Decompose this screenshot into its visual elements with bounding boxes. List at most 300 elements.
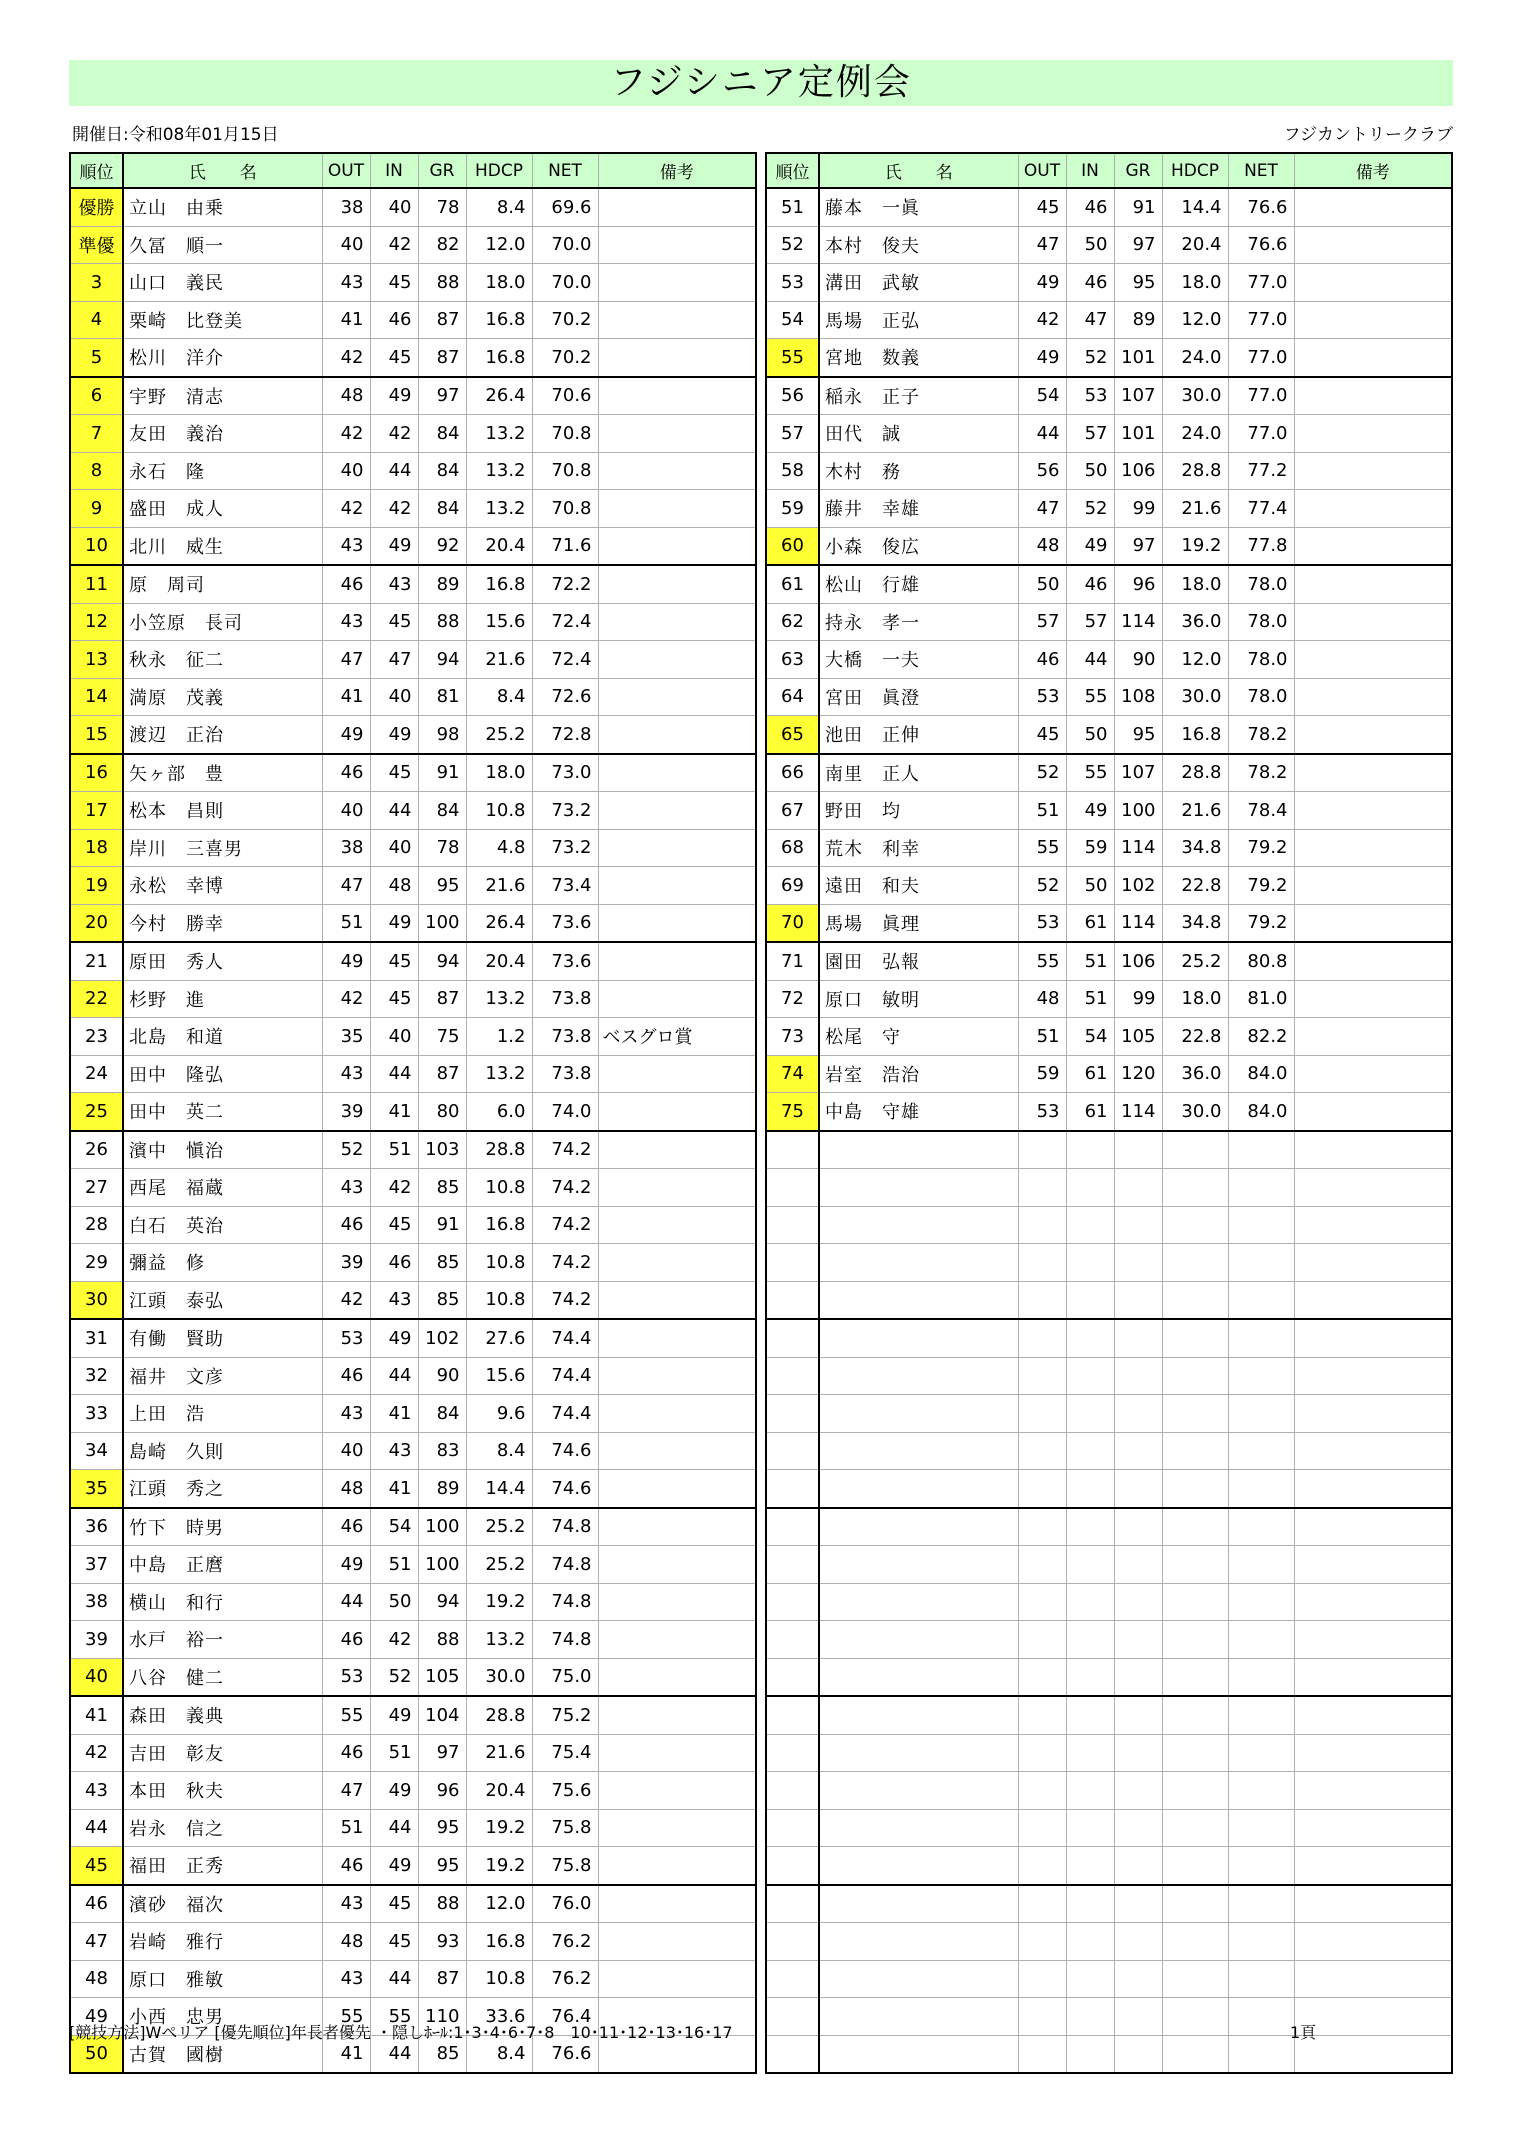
cell-rank: 74 xyxy=(766,1055,819,1093)
cell-name xyxy=(819,1923,1018,1961)
cell-out: 46 xyxy=(322,1357,370,1395)
cell-name: 本田 秋夫 xyxy=(123,1772,322,1810)
cell-name: 大橋 一夫 xyxy=(819,641,1018,679)
empty-row xyxy=(766,1357,1452,1395)
table-row xyxy=(70,415,756,453)
cell-name: 遠田 和夫 xyxy=(819,867,1018,905)
cell-in: 49 xyxy=(370,377,418,415)
cell-out xyxy=(1018,1357,1066,1395)
cell-hdcp xyxy=(1162,1696,1228,1734)
cell-out: 43 xyxy=(322,1395,370,1433)
cell-hdcp: 19.2 xyxy=(466,1809,532,1847)
cell-hdcp: 16.8 xyxy=(1162,716,1228,754)
cell-out: 53 xyxy=(1018,678,1066,716)
cell-rank: 70 xyxy=(766,904,819,942)
cell-out: 47 xyxy=(322,867,370,905)
cell-in xyxy=(1066,1169,1114,1207)
table-row xyxy=(70,1508,756,1546)
cell-net xyxy=(1228,1508,1294,1546)
cell-hdcp: 28.8 xyxy=(466,1131,532,1169)
cell-name: 福田 正秀 xyxy=(123,1847,322,1885)
cell-out: 53 xyxy=(322,1319,370,1357)
cell-net: 78.0 xyxy=(1228,678,1294,716)
cell-out xyxy=(1018,1998,1066,2036)
cell-gr: 114 xyxy=(1114,1093,1162,1131)
cell-rank: 19 xyxy=(70,867,123,905)
cell-note xyxy=(1294,1546,1452,1584)
cell-out xyxy=(1018,1734,1066,1772)
cell-note xyxy=(1294,1696,1452,1734)
cell-out: 41 xyxy=(322,301,370,339)
cell-out: 48 xyxy=(322,1470,370,1508)
cell-hdcp xyxy=(1162,1244,1228,1282)
cell-out: 43 xyxy=(322,1169,370,1207)
cell-note xyxy=(598,264,756,302)
cell-out xyxy=(1018,1508,1066,1546)
cell-note xyxy=(598,1696,756,1734)
cell-rank: 18 xyxy=(70,829,123,867)
cell-gr: 95 xyxy=(418,1809,466,1847)
cell-out: 50 xyxy=(1018,565,1066,603)
table-row xyxy=(70,188,756,226)
cell-hdcp xyxy=(1162,1169,1228,1207)
cell-in: 44 xyxy=(370,2035,418,2073)
cell-hdcp: 24.0 xyxy=(1162,415,1228,453)
cell-rank xyxy=(766,1319,819,1357)
cell-note xyxy=(598,1395,756,1433)
cell-name: 南里 正人 xyxy=(819,754,1018,792)
cell-name: 持永 孝一 xyxy=(819,603,1018,641)
cell-gr: 106 xyxy=(1114,452,1162,490)
table-row xyxy=(70,1357,756,1395)
cell-rank: 26 xyxy=(70,1131,123,1169)
cell-note xyxy=(598,678,756,716)
cell-name: 矢ヶ部 豊 xyxy=(123,754,322,792)
table-row xyxy=(70,641,756,679)
empty-row xyxy=(766,1546,1452,1584)
cell-out: 53 xyxy=(1018,1093,1066,1131)
cell-rank: 53 xyxy=(766,264,819,302)
table-row xyxy=(70,452,756,490)
cell-in: 42 xyxy=(370,1169,418,1207)
cell-name: 白石 英治 xyxy=(123,1206,322,1244)
cell-out: 53 xyxy=(1018,904,1066,942)
cell-gr xyxy=(1114,1960,1162,1998)
cell-name: 原口 雅敏 xyxy=(123,1960,322,1998)
cell-rank: 65 xyxy=(766,716,819,754)
cell-in xyxy=(1066,1696,1114,1734)
results-table-right xyxy=(765,152,1453,2074)
cell-rank: 72 xyxy=(766,980,819,1018)
cell-note xyxy=(598,980,756,1018)
empty-row xyxy=(766,1508,1452,1546)
cell-gr: 85 xyxy=(418,1281,466,1319)
table-row xyxy=(70,1018,756,1056)
cell-hdcp: 25.2 xyxy=(466,1546,532,1584)
cell-out: 51 xyxy=(322,1809,370,1847)
cell-out: 47 xyxy=(322,641,370,679)
cell-gr xyxy=(1114,1885,1162,1923)
table-row xyxy=(766,452,1452,490)
cell-name: 江頭 泰弘 xyxy=(123,1281,322,1319)
cell-out: 43 xyxy=(322,527,370,565)
cell-rank xyxy=(766,1621,819,1659)
cell-gr: 87 xyxy=(418,980,466,1018)
cell-gr xyxy=(1114,1847,1162,1885)
cell-gr: 87 xyxy=(418,339,466,377)
table-row xyxy=(70,829,756,867)
table-row xyxy=(766,1018,1452,1056)
cell-name: 友田 義治 xyxy=(123,415,322,453)
table-row xyxy=(70,1885,756,1923)
cell-name: 原田 秀人 xyxy=(123,942,322,980)
cell-note xyxy=(1294,452,1452,490)
cell-note xyxy=(1294,490,1452,528)
cell-name: 杉野 進 xyxy=(123,980,322,1018)
cell-net xyxy=(1228,2035,1294,2073)
cell-net: 74.6 xyxy=(532,1470,598,1508)
cell-net: 70.0 xyxy=(532,264,598,302)
cell-in: 44 xyxy=(370,1960,418,1998)
cell-name xyxy=(819,1131,1018,1169)
cell-rank: 45 xyxy=(70,1847,123,1885)
cell-gr: 98 xyxy=(418,716,466,754)
cell-note xyxy=(1294,377,1452,415)
cell-gr: 95 xyxy=(1114,264,1162,302)
cell-rank xyxy=(766,1508,819,1546)
cell-rank: 61 xyxy=(766,565,819,603)
cell-gr xyxy=(1114,1357,1162,1395)
cell-in: 49 xyxy=(370,1772,418,1810)
cell-out xyxy=(1018,1809,1066,1847)
cell-name: 藤井 幸雄 xyxy=(819,490,1018,528)
cell-net: 84.0 xyxy=(1228,1093,1294,1131)
cell-net: 74.6 xyxy=(532,1432,598,1470)
cell-in xyxy=(1066,1319,1114,1357)
cell-out: 49 xyxy=(1018,264,1066,302)
table-row xyxy=(70,1395,756,1433)
cell-in xyxy=(1066,1470,1114,1508)
cell-name: 彌益 修 xyxy=(123,1244,322,1282)
cell-name: 江頭 秀之 xyxy=(123,1470,322,1508)
cell-note xyxy=(1294,1847,1452,1885)
cell-hdcp: 22.8 xyxy=(1162,867,1228,905)
cell-net: 76.4 xyxy=(532,1998,598,2036)
cell-note xyxy=(598,1923,756,1961)
cell-hdcp: 19.2 xyxy=(466,1583,532,1621)
cell-gr: 91 xyxy=(418,754,466,792)
cell-out: 52 xyxy=(1018,867,1066,905)
cell-in: 46 xyxy=(1066,264,1114,302)
cell-name: 稲永 正子 xyxy=(819,377,1018,415)
table-row xyxy=(766,565,1452,603)
table-header-row xyxy=(70,153,756,188)
cell-note xyxy=(1294,904,1452,942)
cell-out: 38 xyxy=(322,829,370,867)
cell-note xyxy=(598,1432,756,1470)
cell-out xyxy=(1018,1960,1066,1998)
cell-note xyxy=(1294,1395,1452,1433)
cell-rank: 55 xyxy=(766,339,819,377)
cell-in xyxy=(1066,1772,1114,1810)
cell-in: 51 xyxy=(1066,942,1114,980)
empty-row xyxy=(766,1960,1452,1998)
cell-in xyxy=(1066,1395,1114,1433)
cell-rank: 30 xyxy=(70,1281,123,1319)
cell-note xyxy=(1294,1960,1452,1998)
cell-in: 50 xyxy=(1066,226,1114,264)
cell-rank: 62 xyxy=(766,603,819,641)
cell-out xyxy=(1018,1206,1066,1244)
cell-name: 宇野 清志 xyxy=(123,377,322,415)
cell-name: 満原 茂義 xyxy=(123,678,322,716)
cell-gr xyxy=(1114,1772,1162,1810)
cell-rank xyxy=(766,1583,819,1621)
cell-gr xyxy=(1114,1169,1162,1207)
cell-name xyxy=(819,1281,1018,1319)
cell-net: 74.2 xyxy=(532,1131,598,1169)
cell-hdcp: 20.4 xyxy=(1162,226,1228,264)
cell-in: 45 xyxy=(370,942,418,980)
cell-hdcp: 18.0 xyxy=(1162,264,1228,302)
cell-out xyxy=(1018,1546,1066,1584)
cell-net: 74.2 xyxy=(532,1244,598,1282)
table-row xyxy=(70,1319,756,1357)
cell-net xyxy=(1228,1998,1294,2036)
cell-rank: 17 xyxy=(70,792,123,830)
empty-row xyxy=(766,1621,1452,1659)
cell-name: 松尾 守 xyxy=(819,1018,1018,1056)
cell-gr: 97 xyxy=(1114,527,1162,565)
cell-name: 岩崎 雅行 xyxy=(123,1923,322,1961)
cell-out: 51 xyxy=(1018,1018,1066,1056)
cell-gr: 92 xyxy=(418,527,466,565)
cell-net: 74.2 xyxy=(532,1206,598,1244)
cell-name: 田代 誠 xyxy=(819,415,1018,453)
cell-hdcp xyxy=(1162,1847,1228,1885)
cell-name: 山口 義民 xyxy=(123,264,322,302)
cell-gr: 107 xyxy=(1114,377,1162,415)
cell-in: 53 xyxy=(1066,377,1114,415)
cell-gr: 85 xyxy=(418,2035,466,2073)
cell-gr xyxy=(1114,1546,1162,1584)
cell-rank: 50 xyxy=(70,2035,123,2073)
cell-net: 73.6 xyxy=(532,942,598,980)
empty-row xyxy=(766,2035,1452,2073)
cell-hdcp: 28.8 xyxy=(466,1696,532,1734)
cell-in: 51 xyxy=(370,1131,418,1169)
cell-gr: 84 xyxy=(418,792,466,830)
cell-rank: 35 xyxy=(70,1470,123,1508)
cell-in: 46 xyxy=(370,301,418,339)
cell-note xyxy=(1294,1772,1452,1810)
cell-in: 57 xyxy=(1066,415,1114,453)
cell-in: 45 xyxy=(370,264,418,302)
cell-out: 49 xyxy=(322,1546,370,1584)
cell-gr xyxy=(1114,1470,1162,1508)
cell-out: 43 xyxy=(322,264,370,302)
cell-rank: 14 xyxy=(70,678,123,716)
cell-note xyxy=(1294,1923,1452,1961)
cell-hdcp xyxy=(1162,2035,1228,2073)
cell-rank: 43 xyxy=(70,1772,123,1810)
cell-in xyxy=(1066,1885,1114,1923)
cell-rank xyxy=(766,1809,819,1847)
cell-name: 盛田 成人 xyxy=(123,490,322,528)
cell-out xyxy=(1018,1847,1066,1885)
cell-hdcp xyxy=(1162,1583,1228,1621)
table-row xyxy=(70,1093,756,1131)
cell-name: 今村 勝幸 xyxy=(123,904,322,942)
cell-hdcp xyxy=(1162,1621,1228,1659)
table-row xyxy=(70,1621,756,1659)
cell-net: 75.0 xyxy=(532,1658,598,1696)
cell-net: 72.4 xyxy=(532,641,598,679)
header-rank: 順位 xyxy=(766,153,819,188)
cell-out xyxy=(1018,1281,1066,1319)
table-row xyxy=(70,226,756,264)
cell-note xyxy=(598,377,756,415)
cell-name xyxy=(819,1658,1018,1696)
cell-rank: 4 xyxy=(70,301,123,339)
cell-rank: 41 xyxy=(70,1696,123,1734)
cell-gr: 94 xyxy=(418,641,466,679)
cell-gr: 87 xyxy=(418,1960,466,1998)
cell-in xyxy=(1066,1621,1114,1659)
cell-hdcp: 12.0 xyxy=(466,226,532,264)
cell-gr: 89 xyxy=(1114,301,1162,339)
cell-note xyxy=(1294,1809,1452,1847)
cell-in: 46 xyxy=(1066,188,1114,226)
cell-out xyxy=(1018,1583,1066,1621)
cell-note xyxy=(1294,1734,1452,1772)
cell-in: 59 xyxy=(1066,829,1114,867)
cell-net xyxy=(1228,1583,1294,1621)
cell-rank: 13 xyxy=(70,641,123,679)
table-row xyxy=(766,1093,1452,1131)
cell-rank: 73 xyxy=(766,1018,819,1056)
empty-row xyxy=(766,1206,1452,1244)
cell-net xyxy=(1228,1809,1294,1847)
cell-name: 上田 浩 xyxy=(123,1395,322,1433)
cell-net xyxy=(1228,1734,1294,1772)
table-row xyxy=(766,678,1452,716)
cell-name xyxy=(819,1319,1018,1357)
header-rank: 順位 xyxy=(70,153,123,188)
cell-note xyxy=(1294,641,1452,679)
cell-name: 濱砂 福次 xyxy=(123,1885,322,1923)
cell-in xyxy=(1066,1583,1114,1621)
cell-hdcp: 28.8 xyxy=(1162,452,1228,490)
cell-in xyxy=(1066,1960,1114,1998)
cell-gr: 100 xyxy=(1114,792,1162,830)
table-row xyxy=(70,1055,756,1093)
header-name: 氏 名 xyxy=(819,153,1018,188)
cell-gr xyxy=(1114,1395,1162,1433)
cell-out: 40 xyxy=(322,226,370,264)
table-row xyxy=(70,1734,756,1772)
cell-in: 48 xyxy=(370,867,418,905)
cell-out xyxy=(1018,1131,1066,1169)
cell-net: 73.8 xyxy=(532,1018,598,1056)
cell-in: 49 xyxy=(370,904,418,942)
table-row xyxy=(766,527,1452,565)
cell-in: 55 xyxy=(1066,754,1114,792)
table-row xyxy=(70,1696,756,1734)
empty-row xyxy=(766,1583,1452,1621)
cell-in: 42 xyxy=(370,490,418,528)
cell-net: 81.0 xyxy=(1228,980,1294,1018)
cell-gr: 87 xyxy=(418,1055,466,1093)
cell-note xyxy=(598,1244,756,1282)
cell-in xyxy=(1066,2035,1114,2073)
cell-out: 51 xyxy=(1018,792,1066,830)
cell-note xyxy=(598,1357,756,1395)
cell-hdcp: 22.8 xyxy=(1162,1018,1228,1056)
cell-name xyxy=(819,1583,1018,1621)
cell-name: 有働 賢助 xyxy=(123,1319,322,1357)
empty-row xyxy=(766,1772,1452,1810)
cell-name: 松川 洋介 xyxy=(123,339,322,377)
cell-rank xyxy=(766,1734,819,1772)
cell-note xyxy=(1294,678,1452,716)
cell-in xyxy=(1066,1658,1114,1696)
cell-hdcp: 8.4 xyxy=(466,678,532,716)
table-row xyxy=(70,565,756,603)
cell-note xyxy=(1294,1244,1452,1282)
cell-in: 55 xyxy=(1066,678,1114,716)
table-row xyxy=(70,301,756,339)
cell-gr: 114 xyxy=(1114,829,1162,867)
cell-net: 78.0 xyxy=(1228,641,1294,679)
cell-note xyxy=(1294,1093,1452,1131)
cell-hdcp: 30.0 xyxy=(1162,678,1228,716)
cell-note xyxy=(598,527,756,565)
cell-net: 77.8 xyxy=(1228,527,1294,565)
cell-rank: 57 xyxy=(766,415,819,453)
cell-name: 原口 敏明 xyxy=(819,980,1018,1018)
cell-net: 82.2 xyxy=(1228,1018,1294,1056)
cell-gr: 93 xyxy=(418,1923,466,1961)
cell-hdcp: 20.4 xyxy=(466,527,532,565)
table-row xyxy=(766,716,1452,754)
cell-rank: 42 xyxy=(70,1734,123,1772)
cell-net: 78.2 xyxy=(1228,716,1294,754)
cell-rank: 21 xyxy=(70,942,123,980)
cell-note xyxy=(1294,1018,1452,1056)
cell-hdcp: 16.8 xyxy=(466,565,532,603)
cell-hdcp: 8.4 xyxy=(466,1432,532,1470)
cell-hdcp: 36.0 xyxy=(1162,1055,1228,1093)
cell-gr: 91 xyxy=(1114,188,1162,226)
cell-rank: 20 xyxy=(70,904,123,942)
cell-gr: 105 xyxy=(418,1658,466,1696)
cell-hdcp: 20.4 xyxy=(466,1772,532,1810)
table-row xyxy=(70,1772,756,1810)
cell-note xyxy=(598,1583,756,1621)
cell-hdcp: 15.6 xyxy=(466,603,532,641)
cell-rank: 11 xyxy=(70,565,123,603)
empty-row xyxy=(766,1432,1452,1470)
cell-net: 69.6 xyxy=(532,188,598,226)
cell-net: 79.2 xyxy=(1228,829,1294,867)
cell-out: 46 xyxy=(1018,641,1066,679)
cell-rank xyxy=(766,1281,819,1319)
cell-name xyxy=(819,1998,1018,2036)
cell-hdcp: 27.6 xyxy=(466,1319,532,1357)
cell-rank: 51 xyxy=(766,188,819,226)
cell-hdcp: 26.4 xyxy=(466,904,532,942)
